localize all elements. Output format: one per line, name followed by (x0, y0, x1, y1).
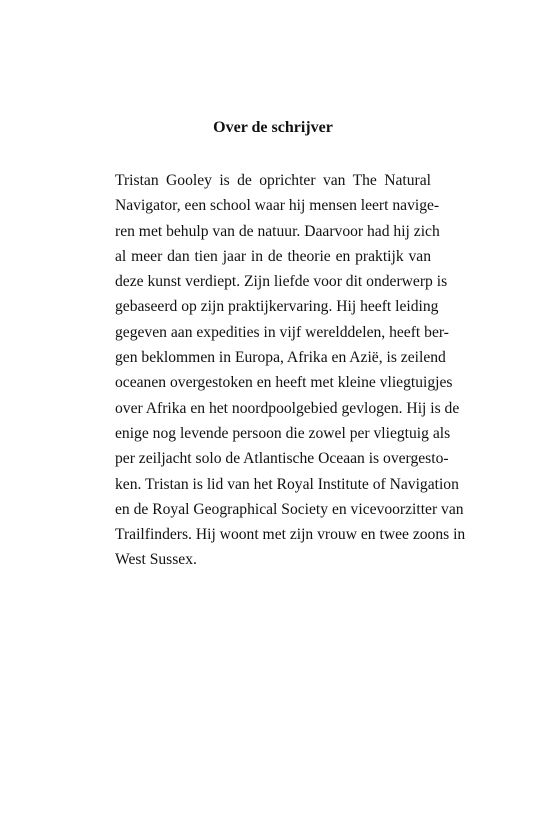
bio-line: Tristan Gooley is de oprichter van The Natural (115, 172, 431, 189)
bio-line: deze kunst verdiept. Zijn liefde voor dit onderwerp is (115, 273, 448, 291)
bio-line: West Sussex. (115, 551, 197, 569)
bio-line: en de Royal Geographical Society en vicevoorzitter van (115, 500, 464, 518)
bio-line: enige nog levende persoon die zowel per vliegtuig als (115, 424, 451, 442)
bio-line: ken. Tristan is lid van het Royal Institute of Navigation (115, 475, 459, 493)
bio-line: Navigator, een school waar hij mensen leert navige- (115, 197, 440, 215)
bio-line: ren met behulp van de natuur. Daarvoor had hij zich (115, 222, 440, 240)
bio-line: gebaseerd op zijn praktijkervaring. Hij heeft leiding (115, 298, 439, 316)
author-bio (115, 168, 466, 573)
bio-line: Trailfinders. Hij woont met zijn vrouw en twee zoons in (115, 526, 466, 544)
bio-line: gen beklommen in Europa, Afrika en Azië, is zeilend (115, 349, 446, 367)
bio-line: per zeiljacht solo de Atlantische Oceaan is overgesto- (115, 450, 449, 468)
bio-line: over Afrika en het noordpoolgebied gevlogen. Hij is de (115, 399, 460, 417)
section-heading: Over de schrijver (213, 119, 333, 136)
bio-line: oceanen overgestoken en heeft met kleine vliegtuigjes (115, 374, 453, 392)
bio-line: gegeven aan expedities in vijf werelddelen, heeft ber- (115, 323, 449, 341)
bio-line: al meer dan tien jaar in de theorie en praktijk van (115, 247, 431, 265)
